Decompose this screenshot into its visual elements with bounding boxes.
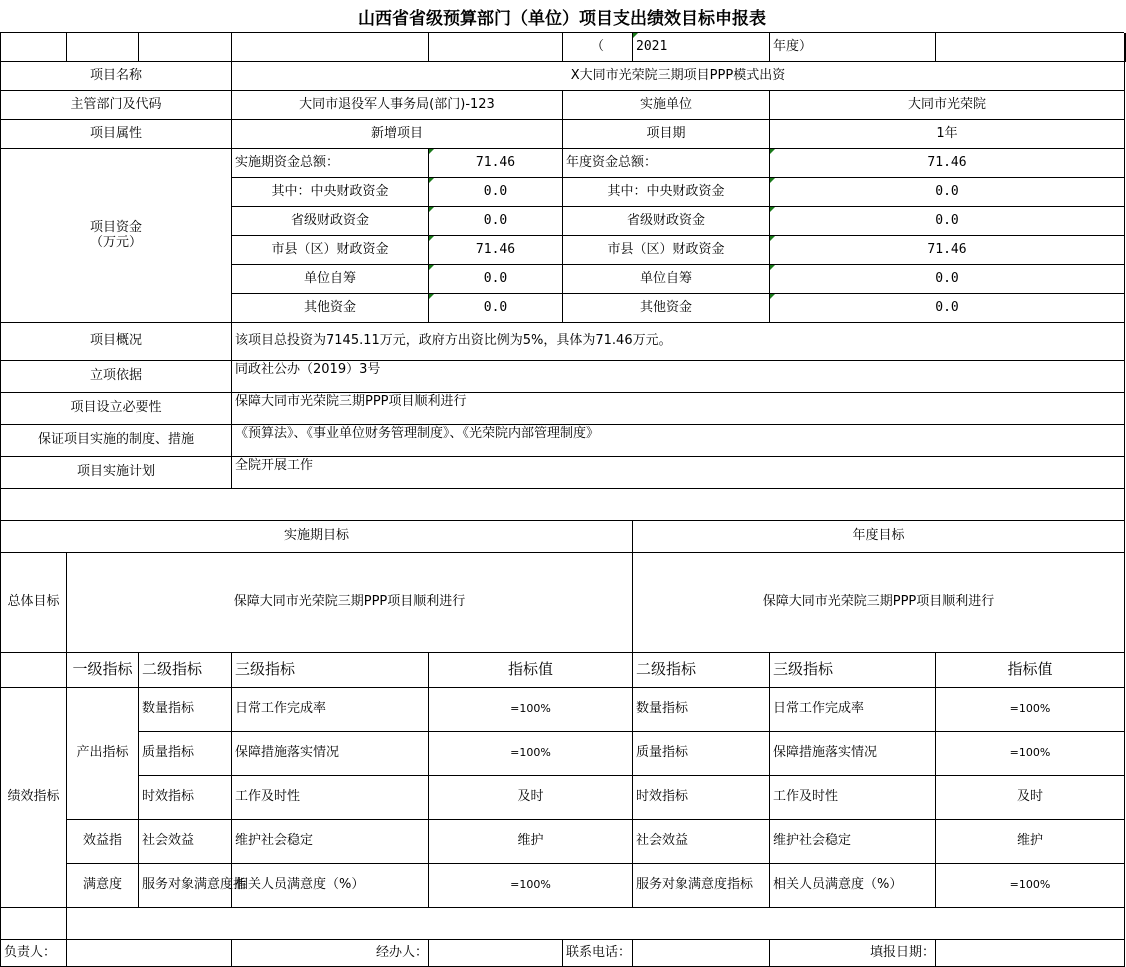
perf-indicator-label-text: 绩效指标 [7,789,60,805]
satisfaction-group-label-text: 满意度 [82,877,122,893]
level1-header [67,653,139,688]
indicator-value[interactable] [429,864,633,908]
project-name-label-text: 项目名称 [89,67,142,83]
measures-label-text: 保证项目实施的制度、措施 [37,432,194,448]
funds-right-label [563,207,770,236]
funds-left-label [232,178,429,207]
plan-value[interactable] [232,457,1125,489]
project-name-value-text: X大同市光荣院三期项目PPP模式出资 [570,67,786,83]
indicator-level2-right [633,732,770,776]
year-row-blank-cell[interactable] [67,33,139,62]
funds-left-label-text: 实施期资金总额： [235,154,340,170]
funds-right-value[interactable] [770,236,1125,265]
perf-indicator-label [1,688,67,908]
impl-unit-label [563,91,770,120]
value-header [429,653,633,688]
attr-label-text: 项目属性 [89,125,142,141]
impl-unit-value[interactable] [770,91,1125,120]
funds-right-value-text: 0.0 [935,212,959,228]
indicator-level2-text: 社会效益 [142,833,195,849]
indicator-level2-text: 服务对象满意度指 [142,877,247,893]
impl-goal-header-text: 实施期目标 [283,528,349,544]
date-label [770,940,936,967]
plan-value-text: 全院开展工作 [235,458,314,473]
funds-left-value-text: 0.0 [483,212,508,228]
impl-unit-value-text: 大同市光荣院 [907,96,986,112]
indicator-value-right-text: =100% [1009,878,1051,892]
indicator-value[interactable] [429,732,633,776]
attr-label [1,120,232,149]
level3-header-right [770,653,936,688]
phone-label [563,940,633,967]
indicator-level2-right [633,688,770,732]
indicator-level2-right [633,864,770,908]
indicator-level2-right-text: 服务对象满意度指标 [636,877,754,893]
funds-label [1,149,232,323]
annual-goal-value-text: 保障大同市光荣院三期PPP项目顺利进行 [762,594,995,610]
indicator-level2-right-text: 质量指标 [636,745,689,761]
funds-right-label [563,265,770,294]
funds-left-value[interactable] [429,236,563,265]
indicator-level2-text: 时效指标 [142,789,195,805]
funds-right-value-text: 71.46 [927,154,967,170]
form-title: 山西省省级预算部门（单位）项目支出绩效目标申报表 [0,0,1124,33]
overall-goal-label-text: 总体目标 [7,594,60,610]
level2-header-text: 二级指标 [142,660,203,679]
impl-goal-value-text: 保障大同市光荣院三期PPP项目顺利进行 [233,594,466,610]
satisfaction-group-label [67,864,139,908]
dept-label [1,91,232,120]
year-open-cell-text: （ [590,38,604,54]
funds-left-value-text: 0.0 [483,299,508,315]
indicator-level2-text: 数量指标 [142,701,195,717]
funds-right-label [563,149,770,178]
funds-left-value-text: 71.46 [475,241,516,257]
funds-left-value-text: 71.46 [475,154,516,170]
indicator-level3-right[interactable] [770,776,936,820]
annual-goal-value[interactable] [633,553,1125,653]
funds-left-value[interactable] [429,294,563,323]
funds-right-label-text: 单位自筹 [639,270,692,286]
overview-value[interactable] [232,323,1125,361]
year-row-blank-cell[interactable] [232,33,429,62]
measures-value-text: 《预算法》、《事业单位财务管理制度》、《光荣院内部管理制度》 [235,426,600,441]
funds-right-value[interactable] [770,178,1125,207]
funds-right-label [563,294,770,323]
funds-label-text: 项目资金 （万元） [89,219,142,250]
impl-goal-value[interactable] [67,553,633,653]
indicator-level3-right-text: 日常工作完成率 [773,701,865,717]
level3-header-text: 三级指标 [235,660,296,679]
funds-left-label-text: 省级财政资金 [290,212,369,228]
necessity-label-text: 项目设立必要性 [70,400,162,416]
year-row-blank-cell[interactable] [1,33,67,62]
indicator-level3[interactable] [232,820,429,864]
indicator-value-text: =100% [510,702,551,716]
funds-left-label [232,149,429,178]
overall-goal-label [1,553,67,653]
benefit-group-label [67,820,139,864]
indicator-value-right[interactable] [936,688,1125,732]
basis-label [1,361,232,393]
funds-left-value-text: 0.0 [483,270,508,286]
indicator-level3-text: 保障措施落实情况 [235,745,340,761]
indicator-level3[interactable] [232,864,429,908]
value-header-text: 指标值 [507,660,553,679]
necessity-value[interactable] [232,393,1125,425]
indicator-value-right-text: =100% [1009,746,1051,760]
indicator-level2-right-text: 时效指标 [636,789,689,805]
year-row-blank-cell[interactable] [139,33,232,62]
funds-right-label-text: 年度资金总额： [566,154,658,170]
indicator-header-blank [1,653,67,688]
indicator-level3-right-text: 保障措施落实情况 [773,745,878,761]
basis-value[interactable] [232,361,1125,393]
spacer-row [1,489,1125,521]
indicator-value-text: 维护 [517,833,544,849]
owner-label-text: 负责人： [4,944,57,960]
empty-row-left [1,908,67,940]
funds-right-value[interactable] [770,207,1125,236]
indicator-value-right[interactable] [936,820,1125,864]
funds-right-label-text: 其他资金 [639,299,692,315]
overview-value-text: 该项目总投资为7145.11万元，政府方出资比例为5%，具体为71.46万元。 [235,333,672,349]
phone-label-text: 联系电话： [566,944,632,960]
indicator-level3-text: 相关人员满意度（%） [235,877,365,893]
attr-value-text: 新增项目 [370,125,423,141]
necessity-value-text: 保障大同市光荣院三期PPP项目顺利进行 [235,394,467,409]
necessity-label [1,393,232,425]
indicator-value-text: 及时 [517,789,544,805]
output-group-label-text: 产出指标 [76,745,129,761]
funds-left-label [232,207,429,236]
indicator-level2 [139,820,232,864]
funds-right-label-text: 市县（区）财政资金 [607,241,725,257]
funds-right-value-text: 0.0 [935,270,959,286]
funds-right-value[interactable] [770,149,1125,178]
level3-header-right-text: 三级指标 [773,660,834,679]
indicator-value-text: =100% [510,746,551,760]
indicator-value[interactable] [429,820,633,864]
handler-label-text: 经办人： [375,944,428,960]
indicator-level3-text: 维护社会稳定 [235,833,314,849]
plan-label-text: 项目实施计划 [76,464,155,480]
overview-label [1,323,232,361]
level2-header-right [633,653,770,688]
level3-header [232,653,429,688]
period-label-text: 项目期 [646,125,686,141]
funds-left-label-text: 单位自筹 [303,270,356,286]
dept-value-text: 大同市退役军人事务局(部门)-123 [299,96,495,112]
owner-input[interactable] [67,940,232,967]
indicator-level3[interactable] [232,776,429,820]
impl-unit-label-text: 实施单位 [639,96,692,112]
level2-header [139,653,232,688]
project-name-value[interactable] [232,62,1125,91]
funds-right-value-text: 0.0 [935,183,959,199]
year-value-cell-text: 2021 [636,38,668,54]
benefit-group-label-text: 效益指 [82,833,122,849]
indicator-level2-right-text: 数量指标 [636,701,689,717]
indicator-level3-right[interactable] [770,688,936,732]
level2-header-right-text: 二级指标 [636,660,697,679]
funds-right-value-text: 0.0 [935,299,959,315]
value-header-right [936,653,1125,688]
indicator-level2-right-text: 社会效益 [636,833,689,849]
annual-goal-header-text: 年度目标 [852,528,905,544]
funds-right-value[interactable] [770,294,1125,323]
measures-value[interactable] [232,425,1125,457]
indicator-level2-right [633,820,770,864]
indicator-level3[interactable] [232,732,429,776]
indicator-level3[interactable] [232,688,429,732]
funds-left-label-text: 其中：中央财政资金 [271,183,389,199]
date-label-text: 填报日期： [869,944,935,960]
funds-left-label [232,236,429,265]
period-value-text: 1年 [936,125,958,141]
indicator-value-right[interactable] [936,732,1125,776]
indicator-level2 [139,732,232,776]
handler-label [232,940,429,967]
output-group-label [67,688,139,820]
year-close-cell [770,33,936,62]
dept-value[interactable] [232,91,563,120]
basis-value-text: 同政社公办（2019）3号 [235,362,381,377]
funds-right-value[interactable] [770,265,1125,294]
form-grid [0,33,1124,967]
indicator-value-right[interactable] [936,776,1125,820]
attr-value[interactable] [232,120,563,149]
funds-left-label [232,265,429,294]
indicator-level3-text: 工作及时性 [235,789,301,805]
indicator-level2 [139,688,232,732]
empty-row[interactable] [67,908,1125,940]
indicator-value-right-text: 维护 [1016,833,1043,849]
indicator-level3-right[interactable] [770,820,936,864]
handler-input[interactable] [429,940,563,967]
value-header-right-text: 指标值 [1007,660,1053,679]
funds-left-label [232,294,429,323]
indicator-level3-right[interactable] [770,732,936,776]
funds-left-value[interactable] [429,178,563,207]
funds-left-value[interactable] [429,149,563,178]
year-row-blank-cell[interactable] [936,33,1125,62]
indicator-level3-right-text: 相关人员满意度（%） [773,877,903,893]
funds-right-label-text: 其中：中央财政资金 [607,183,725,199]
period-label [563,120,770,149]
annual-goal-header [633,521,1125,553]
funds-left-value[interactable] [429,207,563,236]
level1-header-text: 一级指标 [72,660,133,679]
owner-label [1,940,67,967]
measures-label [1,425,232,457]
funds-left-value-text: 0.0 [483,183,508,199]
indicator-level2-right [633,776,770,820]
indicator-level2 [139,776,232,820]
funds-right-label [563,236,770,265]
funds-left-value[interactable] [429,265,563,294]
indicator-level3-right-text: 工作及时性 [773,789,839,805]
date-input[interactable] [936,940,1125,967]
indicator-level2-text: 质量指标 [142,745,195,761]
dept-label-text: 主管部门及代码 [70,96,162,112]
indicator-value-text: =100% [510,878,551,892]
overview-label-text: 项目概况 [89,333,142,349]
phone-input[interactable] [633,940,770,967]
year-row-blank-cell[interactable] [429,33,563,62]
basis-label-text: 立项依据 [89,368,142,384]
year-open-cell [563,33,633,62]
funds-right-label-text: 省级财政资金 [626,212,705,228]
funds-left-label-text: 其他资金 [303,299,356,315]
indicator-value[interactable] [429,688,633,732]
impl-goal-header [1,521,633,553]
indicator-value-right[interactable] [936,864,1125,908]
funds-left-label-text: 市县（区）财政资金 [271,241,389,257]
indicator-value-right-text: 及时 [1016,789,1043,805]
indicator-level3-right[interactable] [770,864,936,908]
period-value[interactable] [770,120,1125,149]
indicator-level3-text: 日常工作完成率 [235,701,327,717]
project-name-label [1,62,232,91]
indicator-level2 [139,864,247,908]
year-close-cell-text: 年度） [773,38,813,54]
year-value-cell[interactable] [633,33,770,62]
plan-label [1,457,232,489]
indicator-level3-right-text: 维护社会稳定 [773,833,852,849]
indicator-value[interactable] [429,776,633,820]
funds-right-label [563,178,770,207]
indicator-value-right-text: =100% [1009,702,1051,716]
funds-right-value-text: 71.46 [927,241,967,257]
